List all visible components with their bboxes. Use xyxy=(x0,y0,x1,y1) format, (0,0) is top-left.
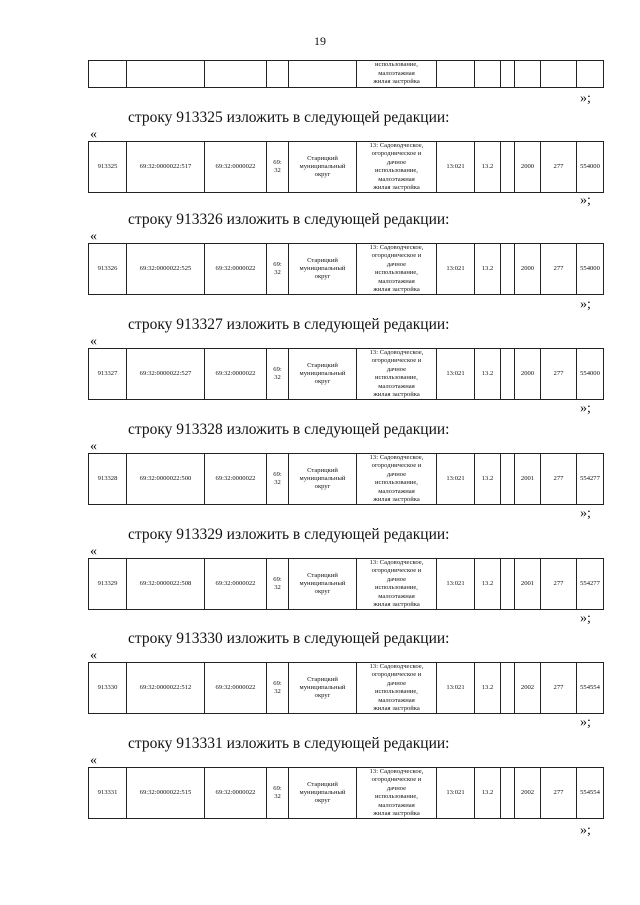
region-code: 69: 32 xyxy=(267,454,289,505)
empty-cell xyxy=(501,454,515,505)
table-row xyxy=(88,141,604,193)
act-number: 277 xyxy=(541,142,577,193)
region-code: 69: 32 xyxy=(267,244,289,295)
value: 554554 xyxy=(577,663,604,714)
act-number: 277 xyxy=(541,768,577,819)
group-code: 13.2 xyxy=(475,454,501,505)
purpose-cell: 13: Садоводческое, огородническое и дачное использование, малоэтажная жилая застройка xyxy=(357,454,437,505)
year: 2001 xyxy=(515,559,541,610)
act-number: 277 xyxy=(541,454,577,505)
amendment-heading: строку 913329 изложить в следующей редакции: xyxy=(128,526,450,543)
cadastral-block: 69:32:0000022 xyxy=(205,349,267,400)
purpose-cell: 13: Садоводческое, огородническое и дачное использование, малоэтажная жилая застройка xyxy=(357,349,437,400)
region-code: 69: 32 xyxy=(267,142,289,193)
cadastral-number: 69:32:0000022:517 xyxy=(127,142,205,193)
group-code: 13.2 xyxy=(475,559,501,610)
row-id: 913326 xyxy=(89,244,127,295)
use-code: 13:021 xyxy=(437,768,475,819)
table-row xyxy=(88,348,604,400)
district-cell: Старицкий муниципальный округ xyxy=(289,663,357,714)
use-code: 13:021 xyxy=(437,663,475,714)
closing-quote: »; xyxy=(580,297,591,312)
opening-quote: « xyxy=(90,544,97,559)
use-code: 13:021 xyxy=(437,244,475,295)
value: 554277 xyxy=(577,559,604,610)
region-code: 69: 32 xyxy=(267,559,289,610)
cadastral-block: 69:32:0000022 xyxy=(205,768,267,819)
cadastral-number: 69:32:0000022:525 xyxy=(127,244,205,295)
value: 554000 xyxy=(577,349,604,400)
amendment-heading: строку 913325 изложить в следующей редакции: xyxy=(128,109,450,126)
empty-cell xyxy=(501,663,515,714)
table-row xyxy=(88,243,604,295)
use-code: 13:021 xyxy=(437,559,475,610)
district-cell: Старицкий муниципальный округ xyxy=(289,142,357,193)
empty-cell xyxy=(501,559,515,610)
value: 554000 xyxy=(577,244,604,295)
continued-table-row xyxy=(88,60,604,88)
purpose-cell: 13: Садоводческое, огородническое и дачное использование, малоэтажная жилая застройка xyxy=(357,142,437,193)
cadastral-block: 69:32:0000022 xyxy=(205,559,267,610)
closing-quote: »; xyxy=(580,401,591,416)
opening-quote: « xyxy=(90,439,97,454)
district-cell: Старицкий муниципальный округ xyxy=(289,244,357,295)
group-code: 13.2 xyxy=(475,768,501,819)
purpose-line: использование, xyxy=(375,61,418,69)
use-code: 13:021 xyxy=(437,349,475,400)
closing-quote: »; xyxy=(580,611,591,626)
opening-quote: « xyxy=(90,334,97,349)
purpose-cell xyxy=(357,61,437,88)
year: 2002 xyxy=(515,768,541,819)
closing-quote: »; xyxy=(580,715,591,730)
purpose-line: малоэтажная xyxy=(378,69,415,77)
act-number: 277 xyxy=(541,559,577,610)
table-row xyxy=(88,767,604,819)
group-code: 13.2 xyxy=(475,349,501,400)
year: 2001 xyxy=(515,454,541,505)
row-id: 913328 xyxy=(89,454,127,505)
year: 2000 xyxy=(515,349,541,400)
group-code: 13.2 xyxy=(475,244,501,295)
purpose-cell: 13: Садоводческое, огородническое и дачное использование, малоэтажная жилая застройка xyxy=(357,768,437,819)
row-id: 913327 xyxy=(89,349,127,400)
use-code: 13:021 xyxy=(437,454,475,505)
district-cell: Старицкий муниципальный округ xyxy=(289,349,357,400)
empty-cell xyxy=(501,349,515,400)
cadastral-number: 69:32:0000022:515 xyxy=(127,768,205,819)
empty-cell xyxy=(501,244,515,295)
row-id: 913331 xyxy=(89,768,127,819)
group-code: 13.2 xyxy=(475,663,501,714)
table-row xyxy=(88,558,604,610)
table-row xyxy=(88,662,604,714)
cadastral-block: 69:32:0000022 xyxy=(205,663,267,714)
amendment-heading: строку 913331 изложить в следующей редакции: xyxy=(128,735,450,752)
year: 2000 xyxy=(515,244,541,295)
value: 554000 xyxy=(577,142,604,193)
row-id: 913329 xyxy=(89,559,127,610)
table-row xyxy=(88,453,604,505)
act-number: 277 xyxy=(541,349,577,400)
cadastral-number: 69:32:0000022:500 xyxy=(127,454,205,505)
region-code: 69: 32 xyxy=(267,768,289,819)
district-cell: Старицкий муниципальный округ xyxy=(289,768,357,819)
closing-quote: »; xyxy=(580,91,591,106)
row-id: 913325 xyxy=(89,142,127,193)
value: 554554 xyxy=(577,768,604,819)
purpose-cell: 13: Садоводческое, огородническое и дачное использование, малоэтажная жилая застройка xyxy=(357,663,437,714)
amendment-heading: строку 913328 изложить в следующей редакции: xyxy=(128,421,450,438)
purpose-cell: 13: Садоводческое, огородническое и дачное использование, малоэтажная жилая застройка xyxy=(357,559,437,610)
empty-cell xyxy=(501,142,515,193)
region-code: 69: 32 xyxy=(267,349,289,400)
opening-quote: « xyxy=(90,648,97,663)
district-cell: Старицкий муниципальный округ xyxy=(289,559,357,610)
opening-quote: « xyxy=(90,127,97,142)
use-code: 13:021 xyxy=(437,142,475,193)
act-number: 277 xyxy=(541,244,577,295)
year: 2002 xyxy=(515,663,541,714)
page-number: 19 xyxy=(314,34,326,48)
region-code: 69: 32 xyxy=(267,663,289,714)
amendment-heading: строку 913327 изложить в следующей редакции: xyxy=(128,316,450,333)
closing-quote: »; xyxy=(580,193,591,208)
purpose-line: жилая застройка xyxy=(373,78,420,86)
act-number: 277 xyxy=(541,663,577,714)
district-cell: Старицкий муниципальный округ xyxy=(289,454,357,505)
row-id: 913330 xyxy=(89,663,127,714)
cadastral-block: 69:32:0000022 xyxy=(205,244,267,295)
closing-quote: »; xyxy=(580,506,591,521)
cadastral-block: 69:32:0000022 xyxy=(205,142,267,193)
amendment-heading: строку 913330 изложить в следующей редакции: xyxy=(128,630,450,647)
opening-quote: « xyxy=(90,229,97,244)
cadastral-number: 69:32:0000022:512 xyxy=(127,663,205,714)
purpose-cell: 13: Садоводческое, огородническое и дачное использование, малоэтажная жилая застройка xyxy=(357,244,437,295)
empty-cell xyxy=(501,768,515,819)
closing-quote: »; xyxy=(580,823,591,838)
amendment-heading: строку 913326 изложить в следующей редакции: xyxy=(128,211,450,228)
year: 2000 xyxy=(515,142,541,193)
cadastral-number: 69:32:0000022:508 xyxy=(127,559,205,610)
cadastral-number: 69:32:0000022:527 xyxy=(127,349,205,400)
opening-quote: « xyxy=(90,753,97,768)
cadastral-block: 69:32:0000022 xyxy=(205,454,267,505)
group-code: 13.2 xyxy=(475,142,501,193)
value: 554277 xyxy=(577,454,604,505)
